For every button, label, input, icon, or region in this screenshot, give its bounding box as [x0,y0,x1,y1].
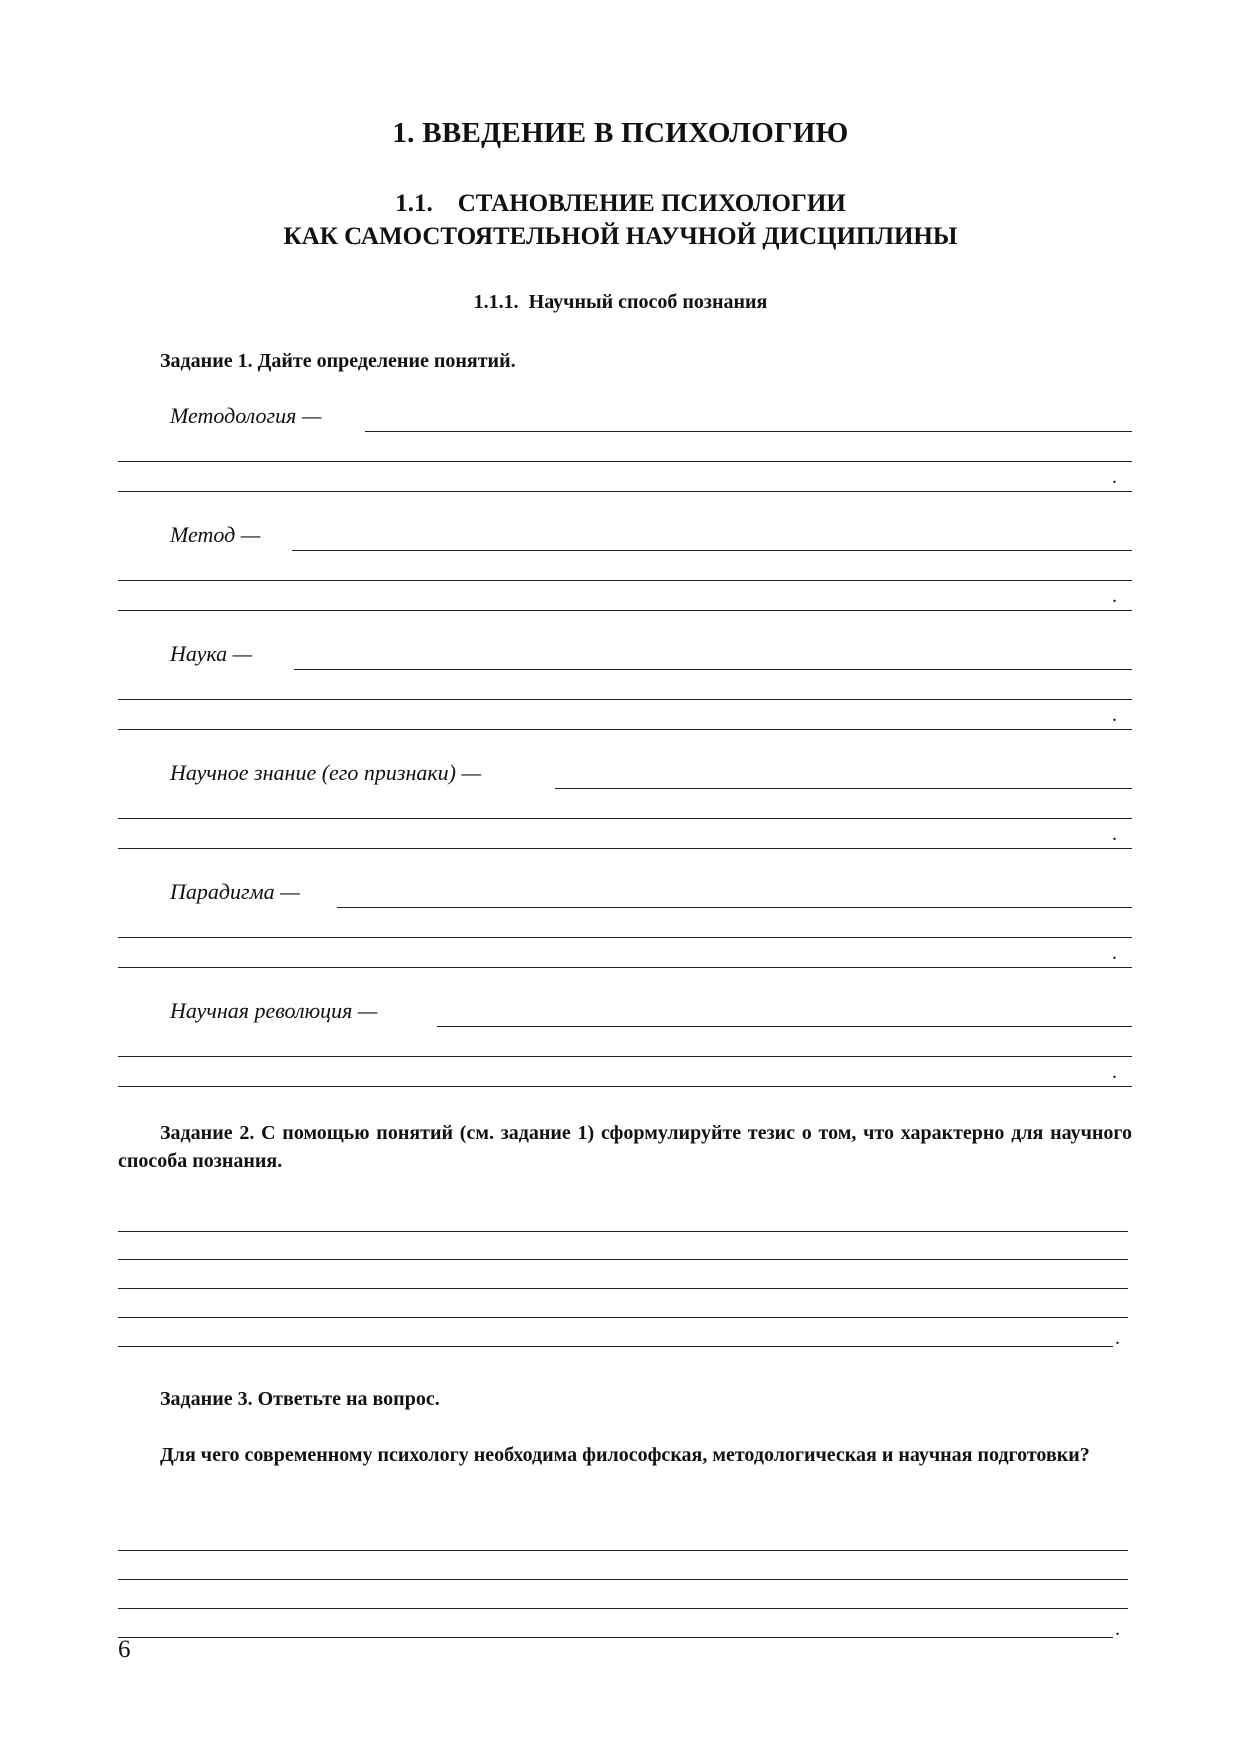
answer-line[interactable] [365,431,1132,432]
answer-line[interactable] [118,967,1132,968]
section-title-line1: 1.1. СТАНОВЛЕНИЕ ПСИХОЛОГИИ [395,190,846,217]
answer-line[interactable] [118,1637,1113,1638]
chapter-title: 1. ВВЕДЕНИЕ В ПСИХОЛОГИЮ [392,117,849,149]
answer-line[interactable] [118,580,1132,581]
answer-line[interactable] [118,1231,1128,1232]
line-end-period: . [1112,704,1117,726]
line-end-period: . [1115,1327,1120,1349]
term-methodology: Методология — [170,403,322,428]
term-scientific-knowledge: Научное знание (его признаки) — [170,760,482,785]
answer-line[interactable] [118,1346,1113,1347]
section-title-line2: КАК САМОСТОЯТЕЛЬНОЙ НАУЧНОЙ ДИСЦИПЛИНЫ [283,223,958,250]
term-scientific-revolution: Научная революция — [170,998,378,1023]
line-end-period: . [1112,823,1117,845]
answer-line[interactable] [118,848,1132,849]
answer-line[interactable] [292,550,1132,551]
line-end-period: . [1112,942,1117,964]
answer-line[interactable] [337,907,1132,908]
answer-line[interactable] [118,1086,1132,1087]
line-end-period: . [1112,466,1117,488]
term-paradigm: Парадигма — [170,879,300,904]
page-number: 6 [118,1636,131,1663]
task3-heading: Задание 3. Ответьте на вопрос. [160,1388,440,1410]
answer-line[interactable] [118,1579,1128,1580]
answer-line[interactable] [118,729,1132,730]
subsection-title: 1.1.1. Научный способ познания [473,291,768,313]
answer-line[interactable] [118,491,1132,492]
answer-line[interactable] [118,1259,1128,1260]
answer-line[interactable] [118,1317,1128,1318]
answer-line[interactable] [118,1608,1128,1609]
answer-line[interactable] [118,937,1132,938]
task2-text: Задание 2. С помощью понятий (см. задание 1) сформулируйте тезис о том, что характерно для научного способа познания. [118,1122,1132,1172]
task3-question: Для чего современному психологу необходима философская, методологическая и научная подготовки? [160,1444,1090,1466]
answer-line[interactable] [118,461,1132,462]
term-science: Наука — [170,641,253,666]
term-method: Метод — [170,522,261,547]
answer-line[interactable] [118,1288,1128,1289]
task1-heading: Задание 1. Дайте определение понятий. [160,350,516,372]
line-end-period: . [1112,1061,1117,1083]
line-end-period: . [1112,585,1117,607]
answer-line[interactable] [118,1550,1128,1551]
answer-line[interactable] [555,788,1132,789]
line-end-period: . [1115,1618,1120,1640]
answer-line[interactable] [294,669,1132,670]
answer-line[interactable] [437,1026,1132,1027]
answer-line[interactable] [118,699,1132,700]
answer-line[interactable] [118,610,1132,611]
answer-line[interactable] [118,1056,1132,1057]
answer-line[interactable] [118,818,1132,819]
